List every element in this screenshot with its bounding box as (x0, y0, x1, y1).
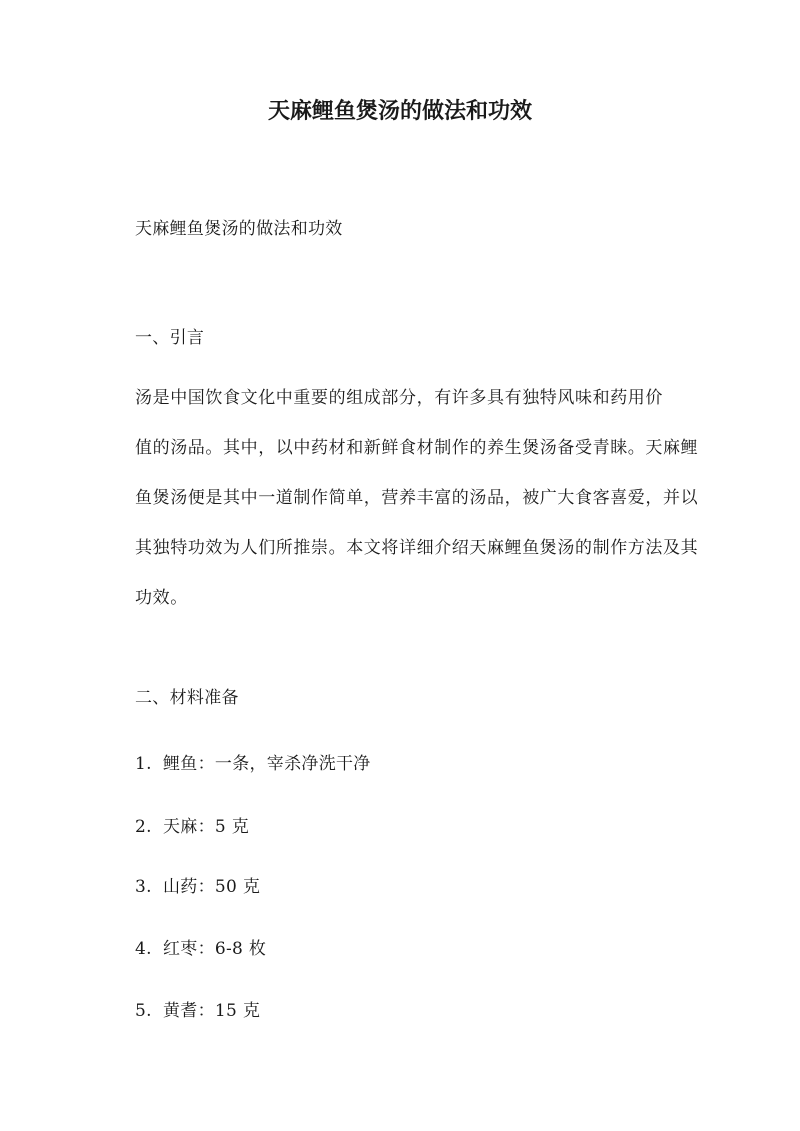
list-item-text: 鲤鱼：一条，宰杀净洗干净 (163, 754, 371, 774)
list-item (135, 752, 695, 776)
paragraph-line: 汤是中国饮食文化中重要的组成部分，有许多具有独特风味和药用价 (135, 388, 663, 408)
paragraph-line: 功效。 (135, 588, 188, 608)
list-item-number: 1. (135, 754, 152, 774)
document-title: 天麻鲤鱼煲汤的做法和功效 (267, 98, 532, 124)
list-item-text: 黄耆：15 克 (163, 1001, 261, 1021)
list-item (135, 999, 695, 1023)
list-item-number: 5. (135, 1001, 152, 1021)
paragraph-line: 鱼煲汤便是其中一道制作简单，营养丰富的汤品，被广大食客喜爱，并以 (135, 488, 699, 508)
document-subtitle: 天麻鲤鱼煲汤的做法和功效 (135, 219, 343, 239)
list-item-number: 3. (135, 877, 152, 897)
list-item (135, 815, 695, 839)
intro-paragraph (135, 386, 699, 636)
list-item-number: 2. (135, 817, 152, 837)
list-item (135, 937, 695, 961)
section-heading-intro: 一、引言 (135, 328, 205, 348)
list-item-text: 山药：50 克 (163, 877, 261, 897)
paragraph-line: 值的汤品。其中，以中药材和新鲜食材制作的养生煲汤备受青睐。天麻鲤 (135, 438, 699, 458)
list-item-text: 红枣：6-8 枚 (163, 939, 267, 959)
paragraph-line: 其独特功效为人们所推崇。本文将详细介绍天麻鲤鱼煲汤的制作方法及其 (135, 538, 699, 558)
list-item-number: 4. (135, 939, 152, 959)
list-item-text: 天麻：5 克 (163, 817, 250, 837)
list-item (135, 875, 695, 899)
section-heading-materials: 二、材料准备 (135, 688, 239, 708)
